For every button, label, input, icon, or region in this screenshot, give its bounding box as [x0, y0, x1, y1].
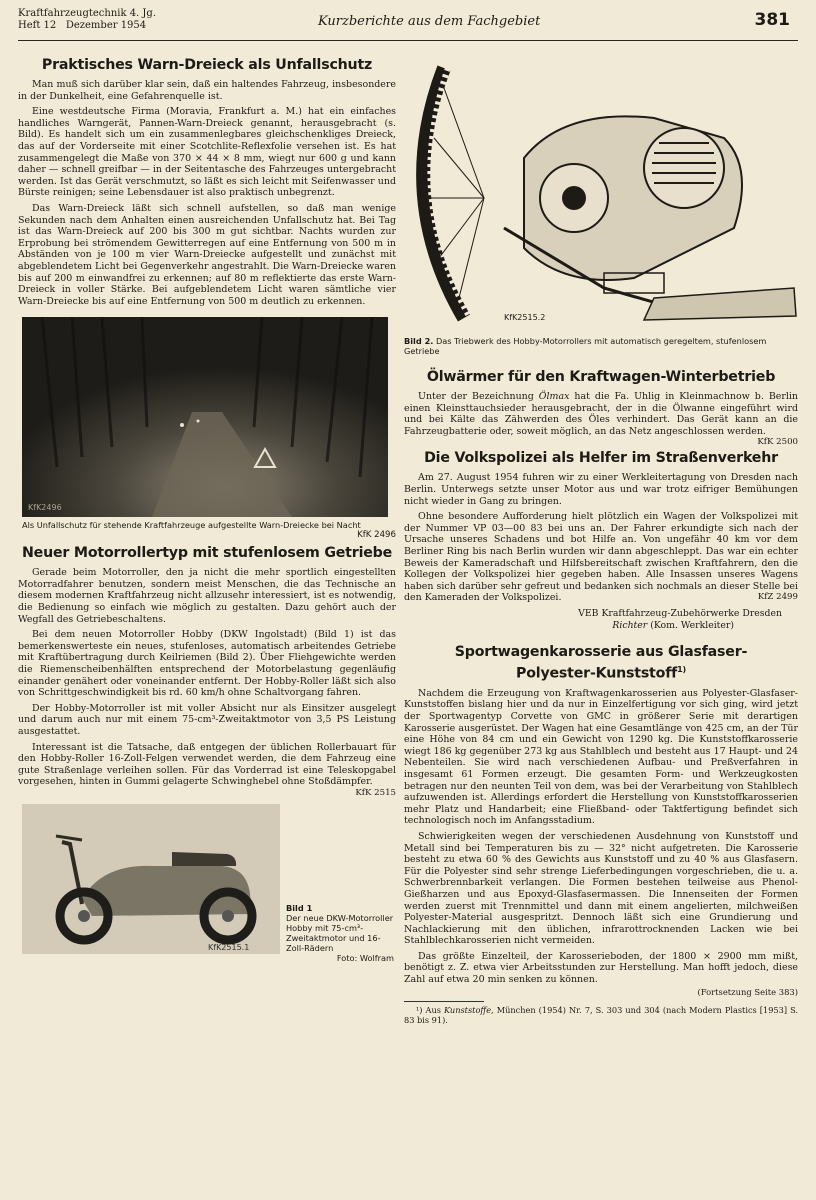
- figure-2: [404, 48, 798, 330]
- issue-number: Heft 12: [18, 20, 57, 31]
- continued-note: (Fortsetzung Seite 383): [697, 986, 798, 997]
- section-title: Kurzberichte aus dem Fachgebiet: [318, 14, 541, 29]
- paragraph: Ohne besondere Aufforderung hielt plötzlich ein Wagen der Volkspolizei mit der Nummer VP 03—00 83 bei uns an. Der Fahrer erkundigte sich nach der Ursache unseres Schadens und bot Hilfe an. Von ungefähr 40 km vor dem Berliner Ring bis nach Berlin wurden wir dann abgeschleppt. Das war ein echter Beweis der Kameradschaft und Hilfsbereitschaft zwischen Kraftfahrern, den die Kollegen der Volkspolizei hier gegeben haben. Alle Insassen unseres Wagens haben sich darüber sehr gefreut und bedanken sich nochmals an dieser Stelle bei den Kameraden der Volkspolizei. KfZ 2499: [404, 511, 798, 604]
- paragraph: Schwierigkeiten wegen der verschiedenen Ausdehnung von Kunststoff und Metall sind bei Temperaturen bis zu — 32° nicht aufgetreten. Die Karosserie besteht zu etwa 60 % des Gewichts aus Kunststoff und zu 40 % aus Glasfasern. Für die Polyester sind sehr strenge Lieferbedingungen vorgeschrieben, die u. a. Schwerbrennbarkeit verlangen. Die Formen bestehen teilweise aus Phenol-Gießharzen und aus Epoxyd-Glasfasermassen. Die Innenseiten der Formen werden zuerst mit Trennmittel und dann mit einem angelierten, milchweißen Polyester-Material ausgespritzt. Dennoch läßt sich eine Grundierung und Nachlackierung mit den üblichen, infrarottrocknenden Lacken wie bei Stahlblechkarosserien nicht vermeiden.: [404, 830, 798, 947]
- footnote: ¹) Aus Kunststoffe, München (1954) Nr. 7, S. 303 und 304 (nach Modern Plastics [1953] S. 83 bis 91).: [404, 1004, 798, 1025]
- header-rule: [18, 40, 798, 41]
- figure-1-caption: Bild 1 Der neue DKW-Motorroller Hobby mit 75-cm³-Zweitaktmotor und 16-Zoll-Rädern Foto: Wolfram: [286, 902, 394, 963]
- page-header: [18, 8, 798, 44]
- signature-org: VEB Kraftfahrzeug-Zubehörwerke Dresden: [578, 607, 782, 619]
- paragraph: Gerade beim Motorroller, den ja nicht die mehr sportlich eingestellten Motorradfahrer benutzen, sondern meist Menschen, die das Technische an diesem modernen Kraftfahrzeug nicht allzusehr interessiert, ist es notwendig, die Bedienung so einfach wie möglich zu gestalten. Dazu gehört auch der Wegfall des Getriebeschaltens.: [18, 567, 396, 625]
- article-title-volkspolizei: Die Volkspolizei als Helfer im Straßenverkehr: [424, 450, 778, 467]
- journal-name: Kraftfahrzeugtechnik 4. Jg.: [18, 8, 157, 19]
- paragraph: Nachdem die Erzeugung von Kraftwagenkarosserien aus Polyester-Glasfaser-Kunststoffen bislang hier und da nur in Einzelfertigung vor sich ging, wird jetzt der Sportwagentyp Corvette von GMC in größerer Serie mit derartigen Karosserie ausgerüstet. Der Wagen hat eine Gesamtlänge von 425 cm, an der Tür eine Höhe von 84 cm und ein Gewicht von 1290 kg. Die Kunststoffkarosserie wiegt 186 kg gegenüber 273 kg aus Stahlblech und besteht aus 17 Haupt- und 24 Nebenteilen. Sie wird nach verschiedenen Aufbau- und Preßverfahren in insgesamt 61 Formen erzeugt. Die gesamten Form- und Werkzeugkosten betragen nur den neunten Teil von dem, was bei der Verarbeitung von Stahlblech aufzuwenden ist. Allerdings erfordert die Herstellung von Kunststoffkarosserien mehr Platz und Handarbeit; eine Fließband- oder Taktfertigung befindet sich technologisch noch im Anfangsstadium.: [404, 687, 798, 827]
- page-number: 381: [754, 10, 790, 30]
- paragraph: Eine westdeutsche Firma (Moravia, Frankfurt a. M.) hat ein einfaches handliches Warngerät, Pannen-Warn-Dreieck genannt, herausgebracht (s. Bild). Es handelt sich um ein zusammenlegbares gleichschenkliges Dreieck, das auf der Vorderseite mit einer Scotchlite-Reflexfolie versehen ist. Es hat zusammengelegt die Maße von 370 × 44 × 8 mm, wiegt nur 600 g und kann daher — schnell greifbar — in der Seitentasche des Fahrzeuges untergebracht werden. Ist das Gerät verschmutzt, so läßt es sich leicht mit Seifenwasser und Bürste reinigen; seine Lebensdauer ist also praktisch unbegrenzt.: [18, 106, 396, 199]
- paragraph: Das größte Einzelteil, der Karosserieboden, der 1800 × 2900 mm mißt, benötigt z. Z. etwa vier Arbeitsstunden zur Herstellung. Man hofft jedoch, diese Zahl auf etwa 20 min senken zu können.: [404, 950, 798, 986]
- paragraph: Unter der Bezeichnung Ölmax hat die Fa. Uhlig in Kleinmachnow b. Berlin einen Kleinsttauchsieder herausgebracht, der in die Ölwanne eingeführt wird und bei Kälte das Zähwerden des Öles verhindert. Das Gerät kann an die Fahrzeugbatterie oder, soweit möglich, an das Netz angeschlossen werden. KfK 2500: [404, 391, 798, 448]
- source-code: KfK 2496: [357, 530, 396, 541]
- paragraph: Der Hobby-Motorroller ist mit voller Absicht nur als Einsitzer ausgelegt und darum auch nur mit einem 75-cm³-Zweitaktmotor von 3,5 PS Leistung ausgestattet.: [18, 702, 396, 737]
- issue-date: Dezember 1954: [65, 20, 147, 31]
- article-title-warn-dreieck: Praktisches Warn-Dreieck als Unfallschutz: [41, 57, 373, 73]
- signature-person: Richter (Kom. Werkleiter): [612, 619, 734, 631]
- paragraph: Das Warn-Dreieck läßt sich schnell aufstellen, so daß man wenige Sekunden nach dem Anhalten einen ausreichenden Unfallschutz hat. Bei Tag ist das Warn-Dreieck auf 200 bis 300 m gut sichtbar. Nachts wurden zur Erprobung bei strömendem Gewitterregen auf eine Entfernung von 500 m in Abständen von je 100 m vier Warn-Dreiecke aufgestellt und zunächst mit abgeblendetem Licht bei Gegenverkehr angestrahlt. Die Warn-Dreiecke waren bis auf 200 m einwandfrei zu erkennen; auf 80 m reflektierte das erste Warn-Dreieck in voller Stärke. Bei aufgeblendetem Licht waren sämtliche vier Warn-Dreiecke bis auf eine Entfernung von 500 m deutlich zu erkennen.: [18, 202, 396, 307]
- paragraph: Bei dem neuen Motorroller Hobby (DKW Ingolstadt) (Bild 1) ist das bemerkenswerteste ein neues, stufenloses, automatisch arbeitendes Getriebe mit Kraftübertragung durch Keilriemen (Bild 2). Über Fliehgewichte werden die Riemenscheibenhälften entsprechend der Motorbelastung gegenläufig einander genähert oder voneinander entfernt. Der Hobby-Roller läßt sich also von Schrittgeschwindigkeit bis rd. 60 km/h ohne Schaltvorgang fahren.: [18, 629, 396, 699]
- article-title-motorroller: Neuer Motorrollertyp mit stufenlosem Getriebe: [21, 545, 393, 562]
- figure-2-caption: Bild 2. Das Triebwerk des Hobby-Motorrollers mit automatisch geregeltem, stufenlosem Getriebe: [404, 336, 767, 356]
- journal-info: [18, 8, 156, 32]
- article-title-sportwagen: Sportwagenkarosserie aus Glasfaser-Polyester-Kunststoff$^{1)}$: [454, 644, 748, 682]
- drawing-code: KfK2515.2: [504, 313, 546, 322]
- source-code: KfK 2500: [757, 437, 798, 448]
- figure-1: [18, 804, 396, 963]
- article-title-oelwaermer: Ölwärmer für den Kraftwagen-Winterbetrieb: [426, 369, 776, 385]
- scooter-illustration: [22, 804, 280, 954]
- source-code: KfZ 2499: [757, 592, 798, 603]
- warning-triangle-night-photo: [22, 317, 388, 517]
- scooter-photo: [22, 804, 280, 954]
- night-road-illustration: [22, 317, 388, 517]
- photo-code: KfK2496: [28, 503, 62, 513]
- paragraph: Interessant ist die Tatsache, daß entgegen der üblichen Rollerbauart für den Hobby-Roller 16-Zoll-Felgen verwendet werden, die dem Fahrzeug eine gute Straßenlage verleihen sollen. Für das Vorderrad ist eine Teleskopgabel vorgesehen, hinten in Gummi gelagerte Schwinghebel ohne Stoßdämpfer. KfK 2515: [18, 741, 396, 798]
- right-column: [404, 48, 798, 1025]
- paragraph: Man muß sich darüber klar sein, daß ein haltendes Fahrzeug, insbesondere in der Dunkelheit, eine Gefahrenquelle ist.: [18, 79, 396, 102]
- night-photo-caption: Als Unfallschutz für stehende Kraftfahrzeuge aufgestellte Warn-Dreiecke bei Nacht KfK 2496: [22, 520, 396, 541]
- photo-code: KfK2515.1: [208, 942, 250, 952]
- left-column: [18, 48, 396, 963]
- footnote-rule: [404, 1001, 484, 1002]
- paragraph: Am 27. August 1954 fuhren wir zu einer Werkleitertagung von Dresden nach Berlin. Unterwegs setzte unser Motor aus und war trotz eifriger Bemühungen nicht wieder in Gang zu bringen.: [404, 472, 798, 507]
- source-code: KfK 2515: [355, 787, 396, 798]
- transmission-drawing: [404, 48, 798, 330]
